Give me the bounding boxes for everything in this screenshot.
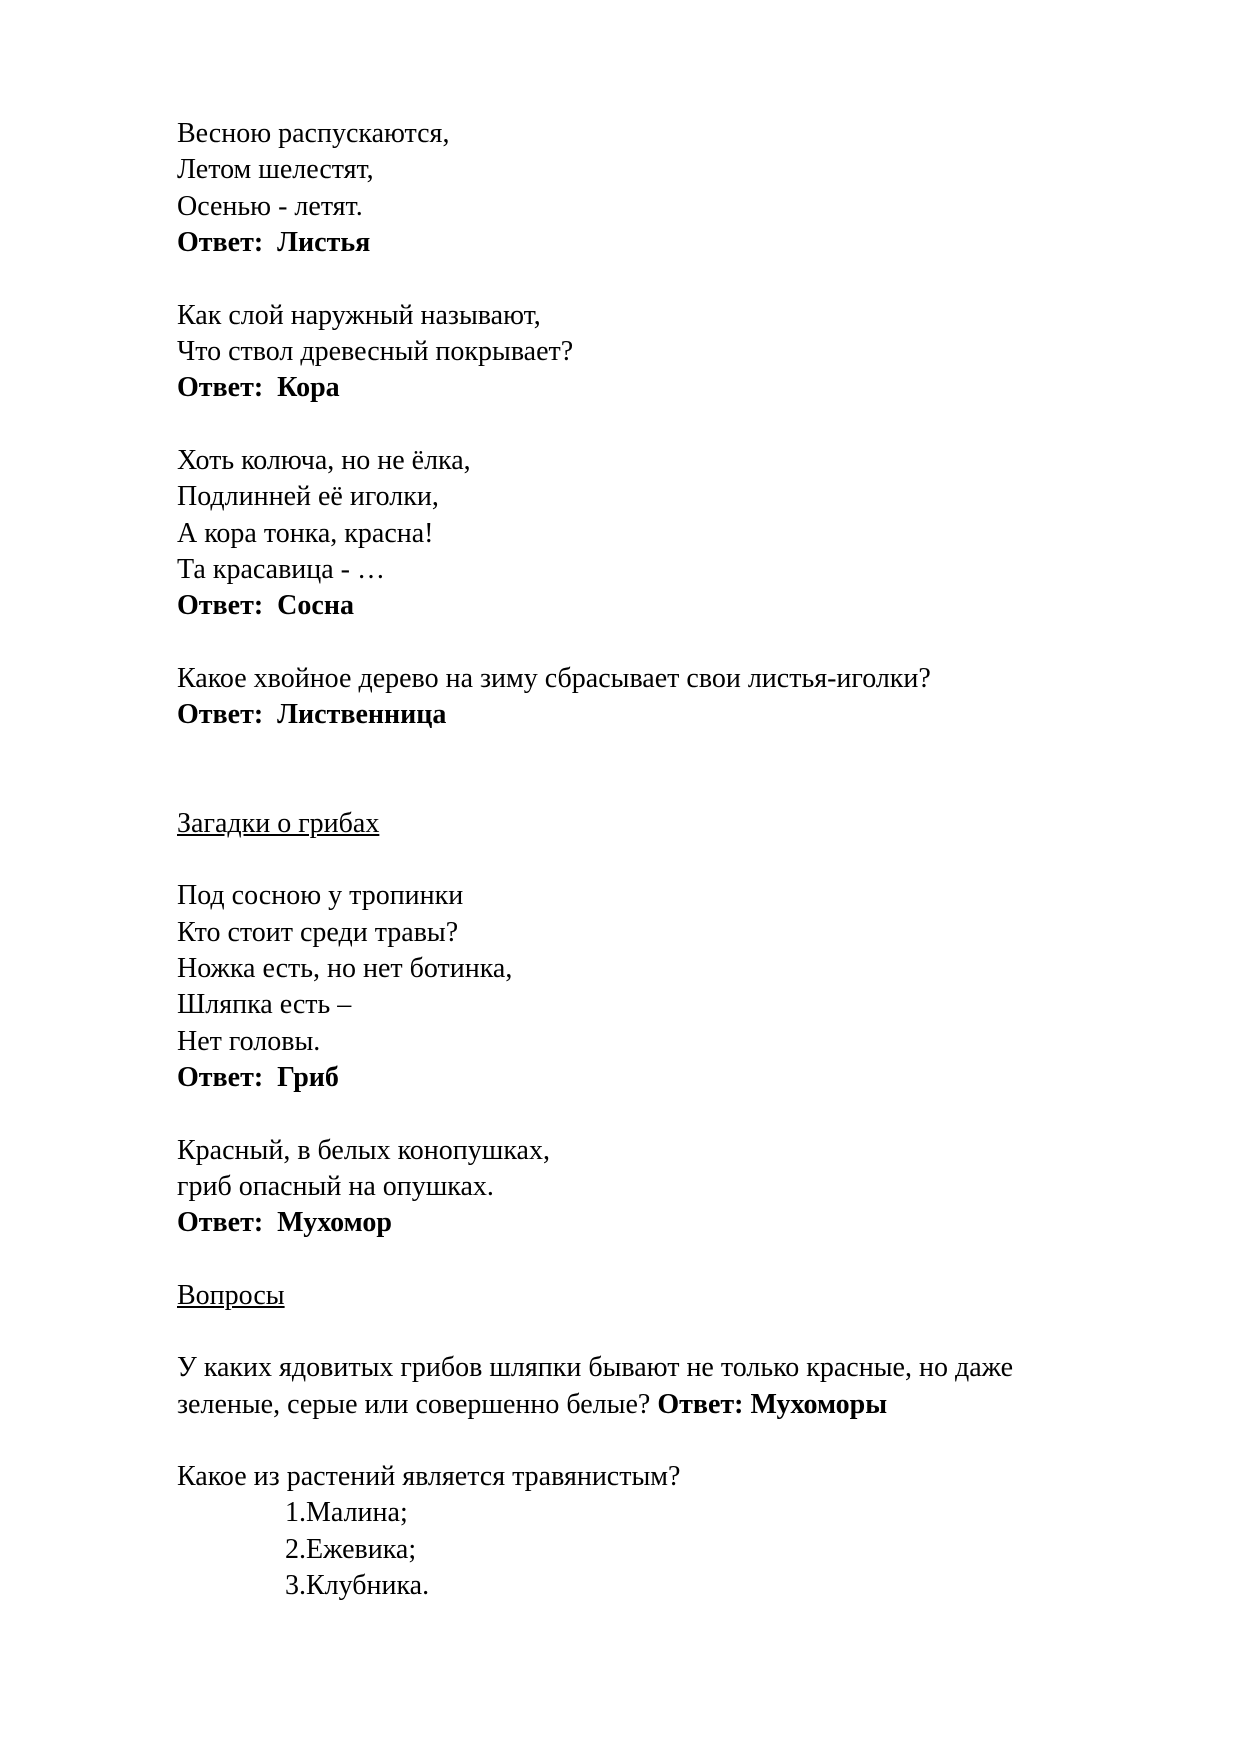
riddle-line: А кора тонка, красна!: [177, 517, 434, 549]
answer-text: Мухоморы: [750, 1388, 888, 1420]
section-heading-mushrooms: Загадки о грибах: [177, 807, 380, 839]
riddle-line: Хоть колюча, но не ёлка,: [177, 444, 471, 476]
riddle-line: Красный, в белых конопушках,: [177, 1134, 550, 1166]
riddle-block: [177, 1133, 1077, 1242]
question-text: зеленые, серые или совершенно белые?: [177, 1388, 651, 1420]
question-line: [177, 1387, 1077, 1423]
riddle-line: Ножка есть, но нет ботинка,: [177, 952, 513, 984]
riddle-line: Какое хвойное дерево на зиму сбрасывает свои листья-иголки?: [177, 662, 931, 694]
riddle-block: [177, 443, 1077, 625]
riddle-block: [177, 661, 1077, 734]
riddle-line: Под сосною у тропинки: [177, 880, 464, 912]
riddle-block: [177, 298, 1077, 407]
document-content: [177, 116, 1077, 1605]
answer-line: [177, 225, 1077, 261]
riddle-line: Что ствол древесный покрывает?: [177, 336, 574, 368]
answer-line: [177, 370, 1077, 406]
riddle-line: гриб опасный на опушках.: [177, 1170, 494, 1202]
answer-text: Лиственница: [277, 699, 447, 731]
answer-label: Ответ:: [177, 372, 264, 404]
riddle-line: Нет головы.: [177, 1025, 321, 1057]
answer-text: Кора: [277, 372, 340, 404]
answer-label: Ответ:: [177, 699, 264, 731]
question-block: [177, 1459, 1077, 1605]
answer-label: Ответ:: [177, 590, 264, 622]
answer-label: Ответ:: [657, 1388, 744, 1420]
answer-label: Ответ:: [177, 1207, 264, 1239]
riddle-block: [177, 878, 1077, 1096]
riddle-line: Как слой наружный называют,: [177, 299, 541, 331]
riddle-line: Та красавица - …: [177, 554, 386, 586]
answer-label: Ответ:: [177, 1062, 264, 1094]
answer-line: [177, 1205, 1077, 1241]
option-item: 3.Клубника.: [285, 1570, 430, 1602]
answer-label: Ответ:: [177, 227, 264, 259]
option-item: 2.Ежевика;: [285, 1533, 417, 1565]
answer-text: Мухомор: [277, 1207, 392, 1239]
riddle-block: [177, 116, 1077, 262]
section-heading-questions: Вопросы: [177, 1279, 285, 1311]
riddle-line: Осенью - летят.: [177, 190, 363, 222]
answer-line: [177, 697, 1077, 733]
question-line: У каких ядовитых грибов шляпки бывают не только красные, но даже: [177, 1352, 1014, 1384]
option-item: 1.Малина;: [285, 1497, 408, 1529]
riddle-line: Летом шелестят,: [177, 154, 374, 186]
riddle-line: Шляпка есть –: [177, 989, 352, 1021]
answer-line: [177, 1060, 1077, 1096]
question-line: Какое из растений является травянистым?: [177, 1460, 681, 1492]
answer-text: Гриб: [277, 1062, 339, 1094]
riddle-line: Подлинней её иголки,: [177, 481, 439, 513]
riddle-line: Кто стоит среди травы?: [177, 916, 459, 948]
answer-text: Сосна: [277, 590, 354, 622]
question-block: [177, 1350, 1077, 1423]
answer-line: [177, 588, 1077, 624]
riddle-line: Весною распускаются,: [177, 118, 450, 149]
answer-text: Листья: [277, 227, 371, 259]
